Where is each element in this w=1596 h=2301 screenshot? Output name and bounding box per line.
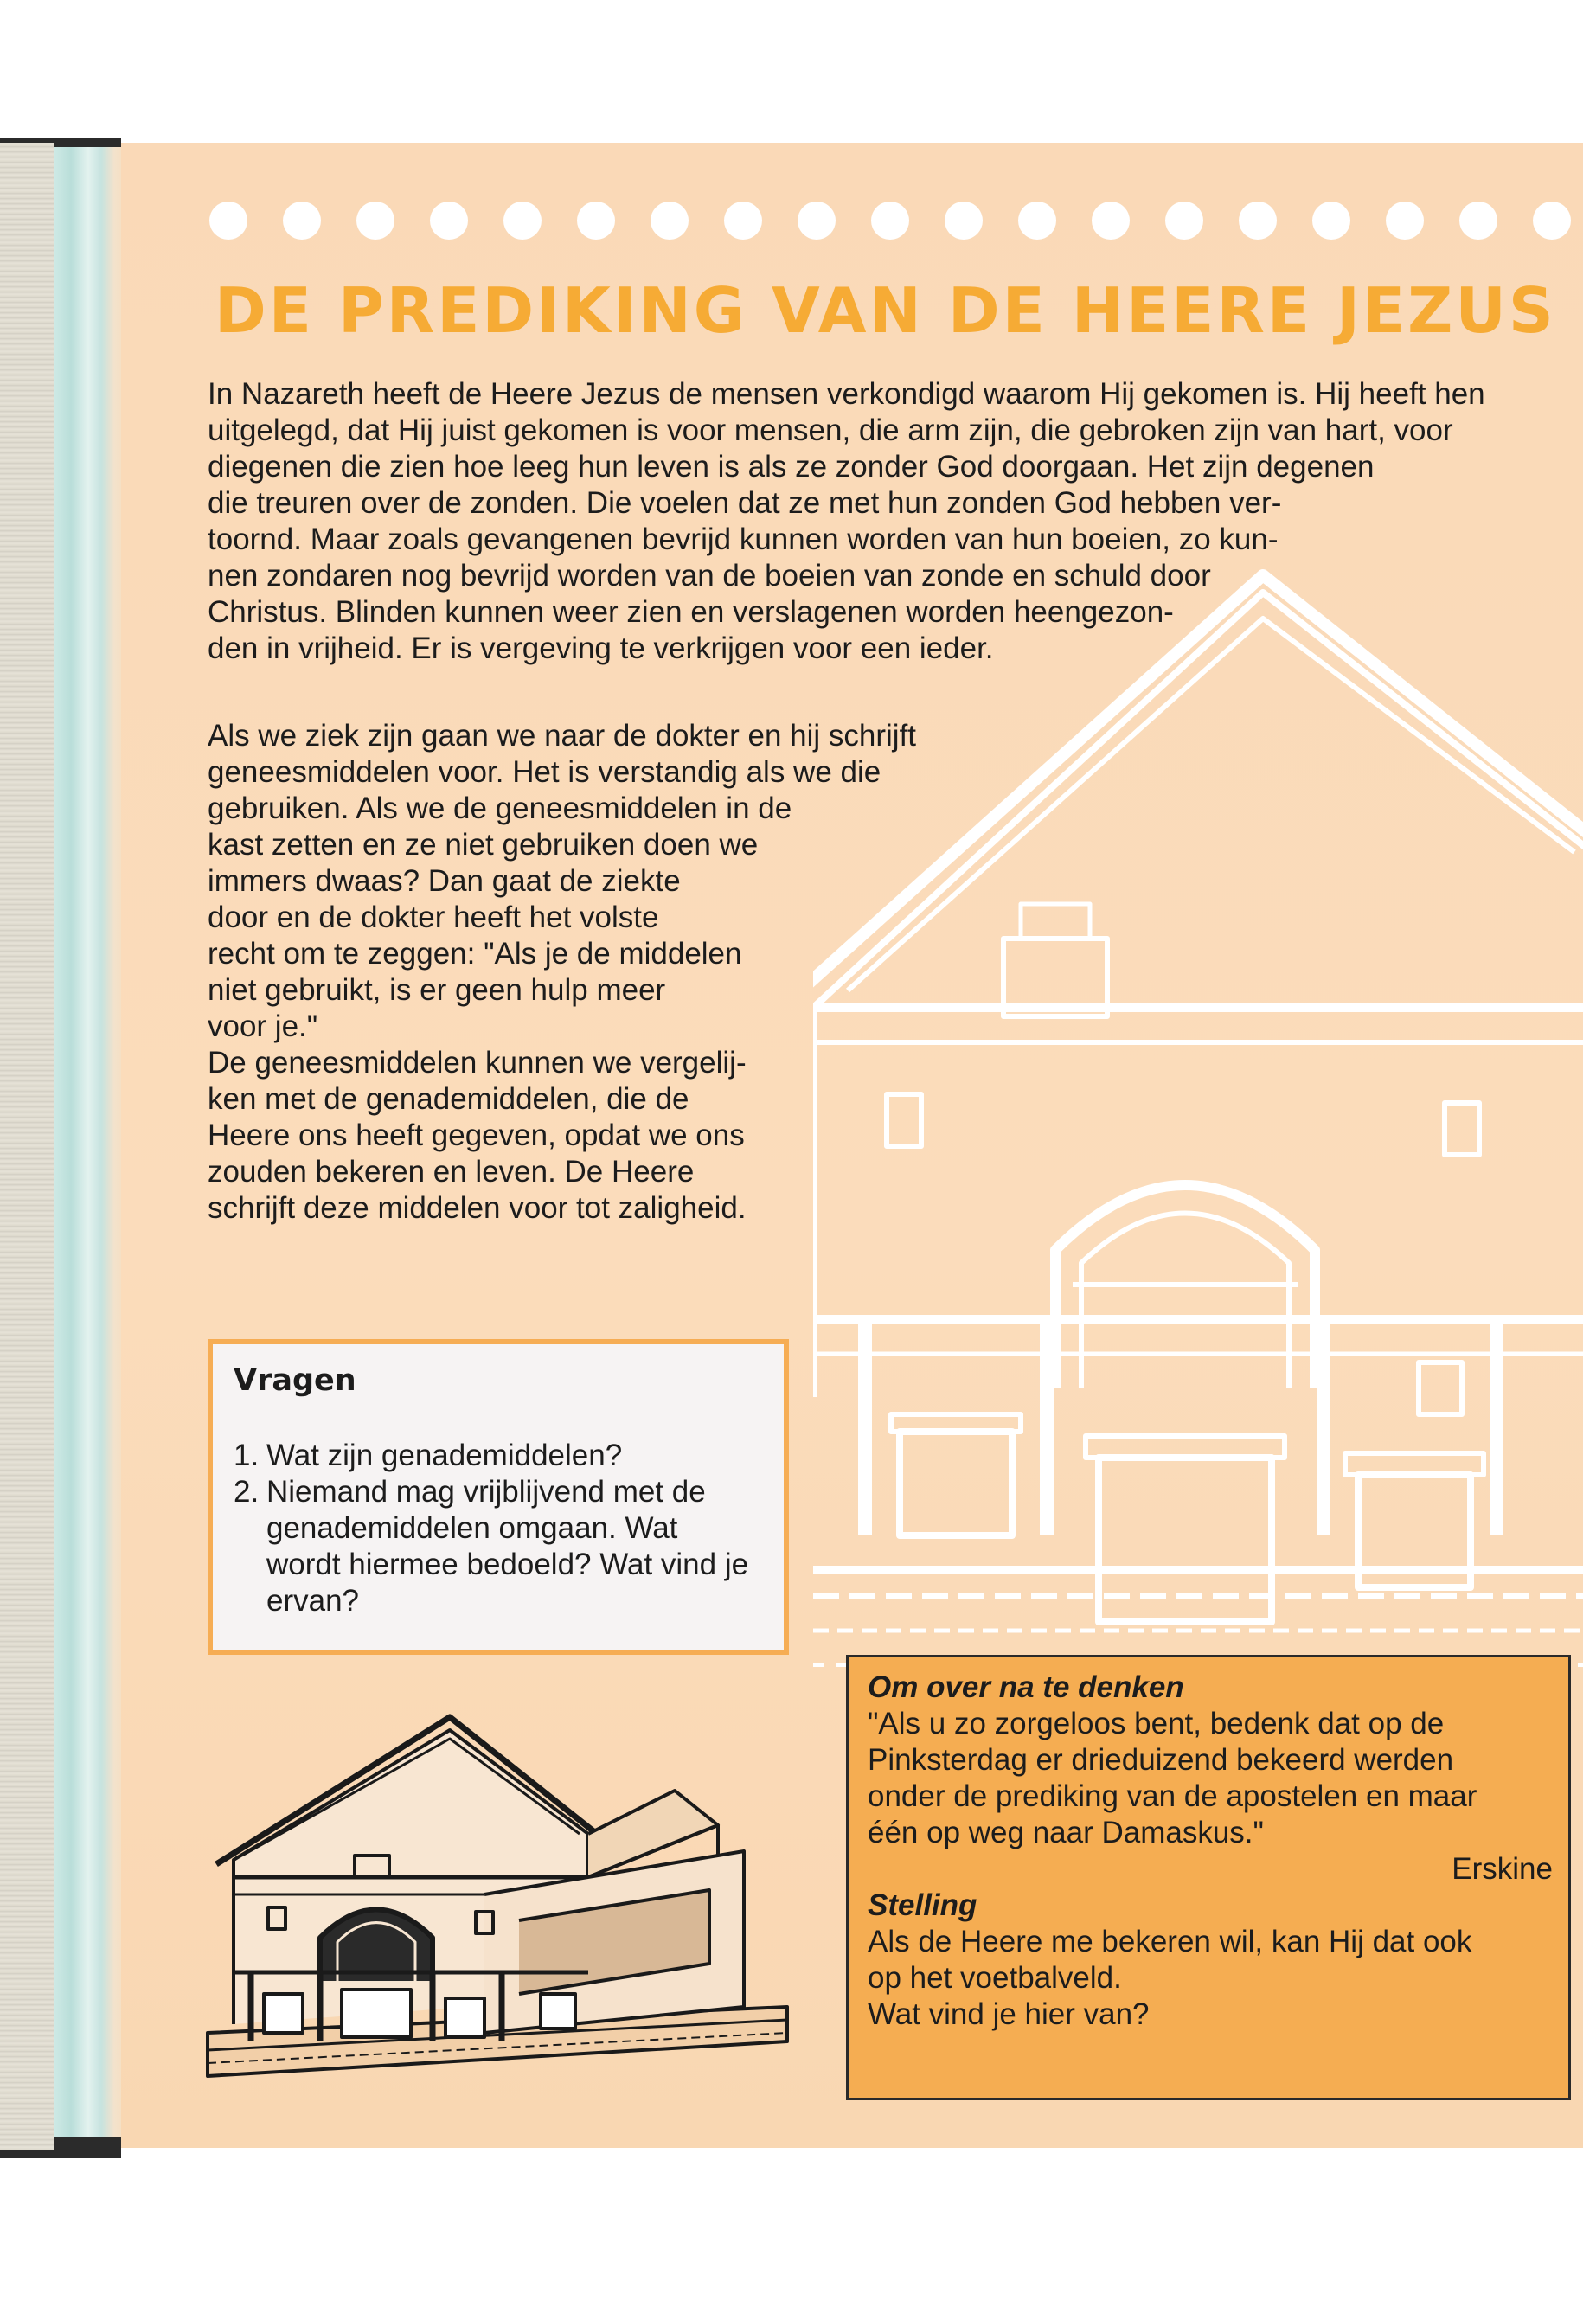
question-item: [234, 1474, 748, 1510]
text-line: toornd. Maar zoals gevangenen bevrijd kunnen worden van hun boeien, zo kun-: [208, 522, 1279, 556]
dot-decoration: [430, 202, 468, 240]
questions-box: [208, 1339, 789, 1655]
question-number: 1.: [234, 1439, 260, 1472]
scan-top-margin: [0, 0, 1596, 138]
dot-decoration: [1018, 202, 1056, 240]
book-page: [121, 143, 1583, 2148]
text-line: ken met de genademiddelen, die de: [208, 1082, 689, 1116]
dot-decoration: [1386, 202, 1424, 240]
text-line: Heere ons heeft gegeven, opdat we ons: [208, 1118, 745, 1152]
text-line: gebruiken. Als we de geneesmiddelen in de: [208, 792, 792, 825]
statement-heading: Stelling: [868, 1888, 977, 1922]
text-line: recht om te zeggen: "Als je de middelen: [208, 937, 742, 971]
text-line: niet gebruikt, is er geen hulp meer: [208, 973, 666, 1007]
quote-line: één op weg naar Damaskus.": [868, 1816, 1264, 1849]
dot-decoration: [1459, 202, 1497, 240]
dot-border: [209, 202, 1583, 245]
quote-line: Pinksterdag er drieduizend bekeerd werden: [868, 1743, 1454, 1777]
question-text: wordt hiermee bedoeld? Wat vind je: [266, 1548, 749, 1581]
book-cover-edge: [0, 143, 54, 2150]
question-text: genademiddelen omgaan. Wat: [266, 1511, 678, 1545]
text-line: immers dwaas? Dan gaat de ziekte: [208, 864, 681, 898]
text-line: De geneesmiddelen kunnen we vergelij-: [208, 1046, 747, 1080]
text-line: voor je.": [208, 1009, 318, 1043]
page-title: DE PREDIKING VAN DE HEERE JEZUS: [215, 274, 1556, 347]
text-line: nen zondaren nog bevrijd worden van de boeien van zonde en schuld door: [208, 559, 1211, 593]
question-item: [234, 1438, 748, 1474]
text-line: uitgelegd, dat Hij juist gekomen is voor mensen, die arm zijn, die gebroken zijn van hart, voor: [208, 413, 1453, 447]
text-line: Christus. Blinden kunnen weer zien en verslagenen worden heengezon-: [208, 595, 1174, 629]
dot-decoration: [1165, 202, 1203, 240]
dot-decoration: [724, 202, 762, 240]
dot-decoration: [209, 202, 247, 240]
question-text: Wat zijn genademiddelen?: [266, 1439, 623, 1472]
questions-list: [234, 1438, 748, 1619]
second-paragraph: [208, 718, 916, 1227]
text-line: kast zetten en ze niet gebruiken doen we: [208, 828, 759, 862]
dot-decoration: [798, 202, 836, 240]
text-line: door en de dokter heeft het volste: [208, 901, 659, 934]
intro-paragraph: [208, 376, 1485, 667]
dot-decoration: [945, 202, 983, 240]
dot-decoration: [1092, 202, 1130, 240]
statement-line: Als de Heere me bekeren wil, kan Hij dat ook: [868, 1925, 1472, 1958]
text-line: In Nazareth heeft de Heere Jezus de mensen verkondigd waarom Hij gekomen is. Hij heeft hen: [208, 377, 1485, 411]
statement-line: Wat vind je hier van?: [868, 1997, 1150, 2031]
reflection-content: [868, 1670, 1553, 2033]
dot-decoration: [356, 202, 394, 240]
quote-line: onder de prediking van de apostelen en maar: [868, 1779, 1477, 1813]
dot-decoration: [577, 202, 615, 240]
question-number: 2.: [234, 1475, 260, 1509]
dot-decoration: [1533, 202, 1571, 240]
text-line: schrijft deze middelen voor tot zaligheid.: [208, 1191, 747, 1225]
dot-decoration: [651, 202, 689, 240]
temple-building-illustration: [813, 558, 1583, 1708]
reflection-heading: Om over na te denken: [868, 1670, 1184, 1704]
scan-bottom-margin: [0, 2158, 1596, 2301]
quote-line: "Als u zo zorgeloos bent, bedenk dat op de: [868, 1707, 1445, 1740]
dot-decoration: [871, 202, 909, 240]
text-line: die treuren over de zonden. Die voelen dat ze met hun zonden God hebben ver-: [208, 486, 1282, 520]
quote-author: Erskine: [1452, 1852, 1553, 1886]
text-line: diegenen die zien hoe leeg hun leven is als ze zonder God doorgaan. Het zijn degenen: [208, 450, 1375, 484]
text-line: Als we ziek zijn gaan we naar de dokter en hij schrijft: [208, 719, 917, 753]
dot-decoration: [503, 202, 542, 240]
questions-title: Vragen: [234, 1363, 356, 1398]
text-line: geneesmiddelen voor. Het is verstandig als we die: [208, 755, 881, 789]
dot-decoration: [1312, 202, 1350, 240]
reflection-box: [846, 1655, 1571, 2100]
statement-line: op het voetbalveld.: [868, 1961, 1122, 1995]
text-line: den in vrijheid. Er is vergeving te verkrijgen voor een ieder.: [208, 631, 994, 665]
question-text: ervan?: [266, 1584, 360, 1618]
dot-decoration: [283, 202, 321, 240]
text-line: zouden bekeren en leven. De Heere: [208, 1155, 695, 1189]
dot-decoration: [1239, 202, 1277, 240]
page-stack-edge: [54, 147, 123, 2137]
question-text: Niemand mag vrijblijvend met de: [266, 1475, 706, 1509]
temple-sketch-illustration: [190, 1678, 796, 2093]
